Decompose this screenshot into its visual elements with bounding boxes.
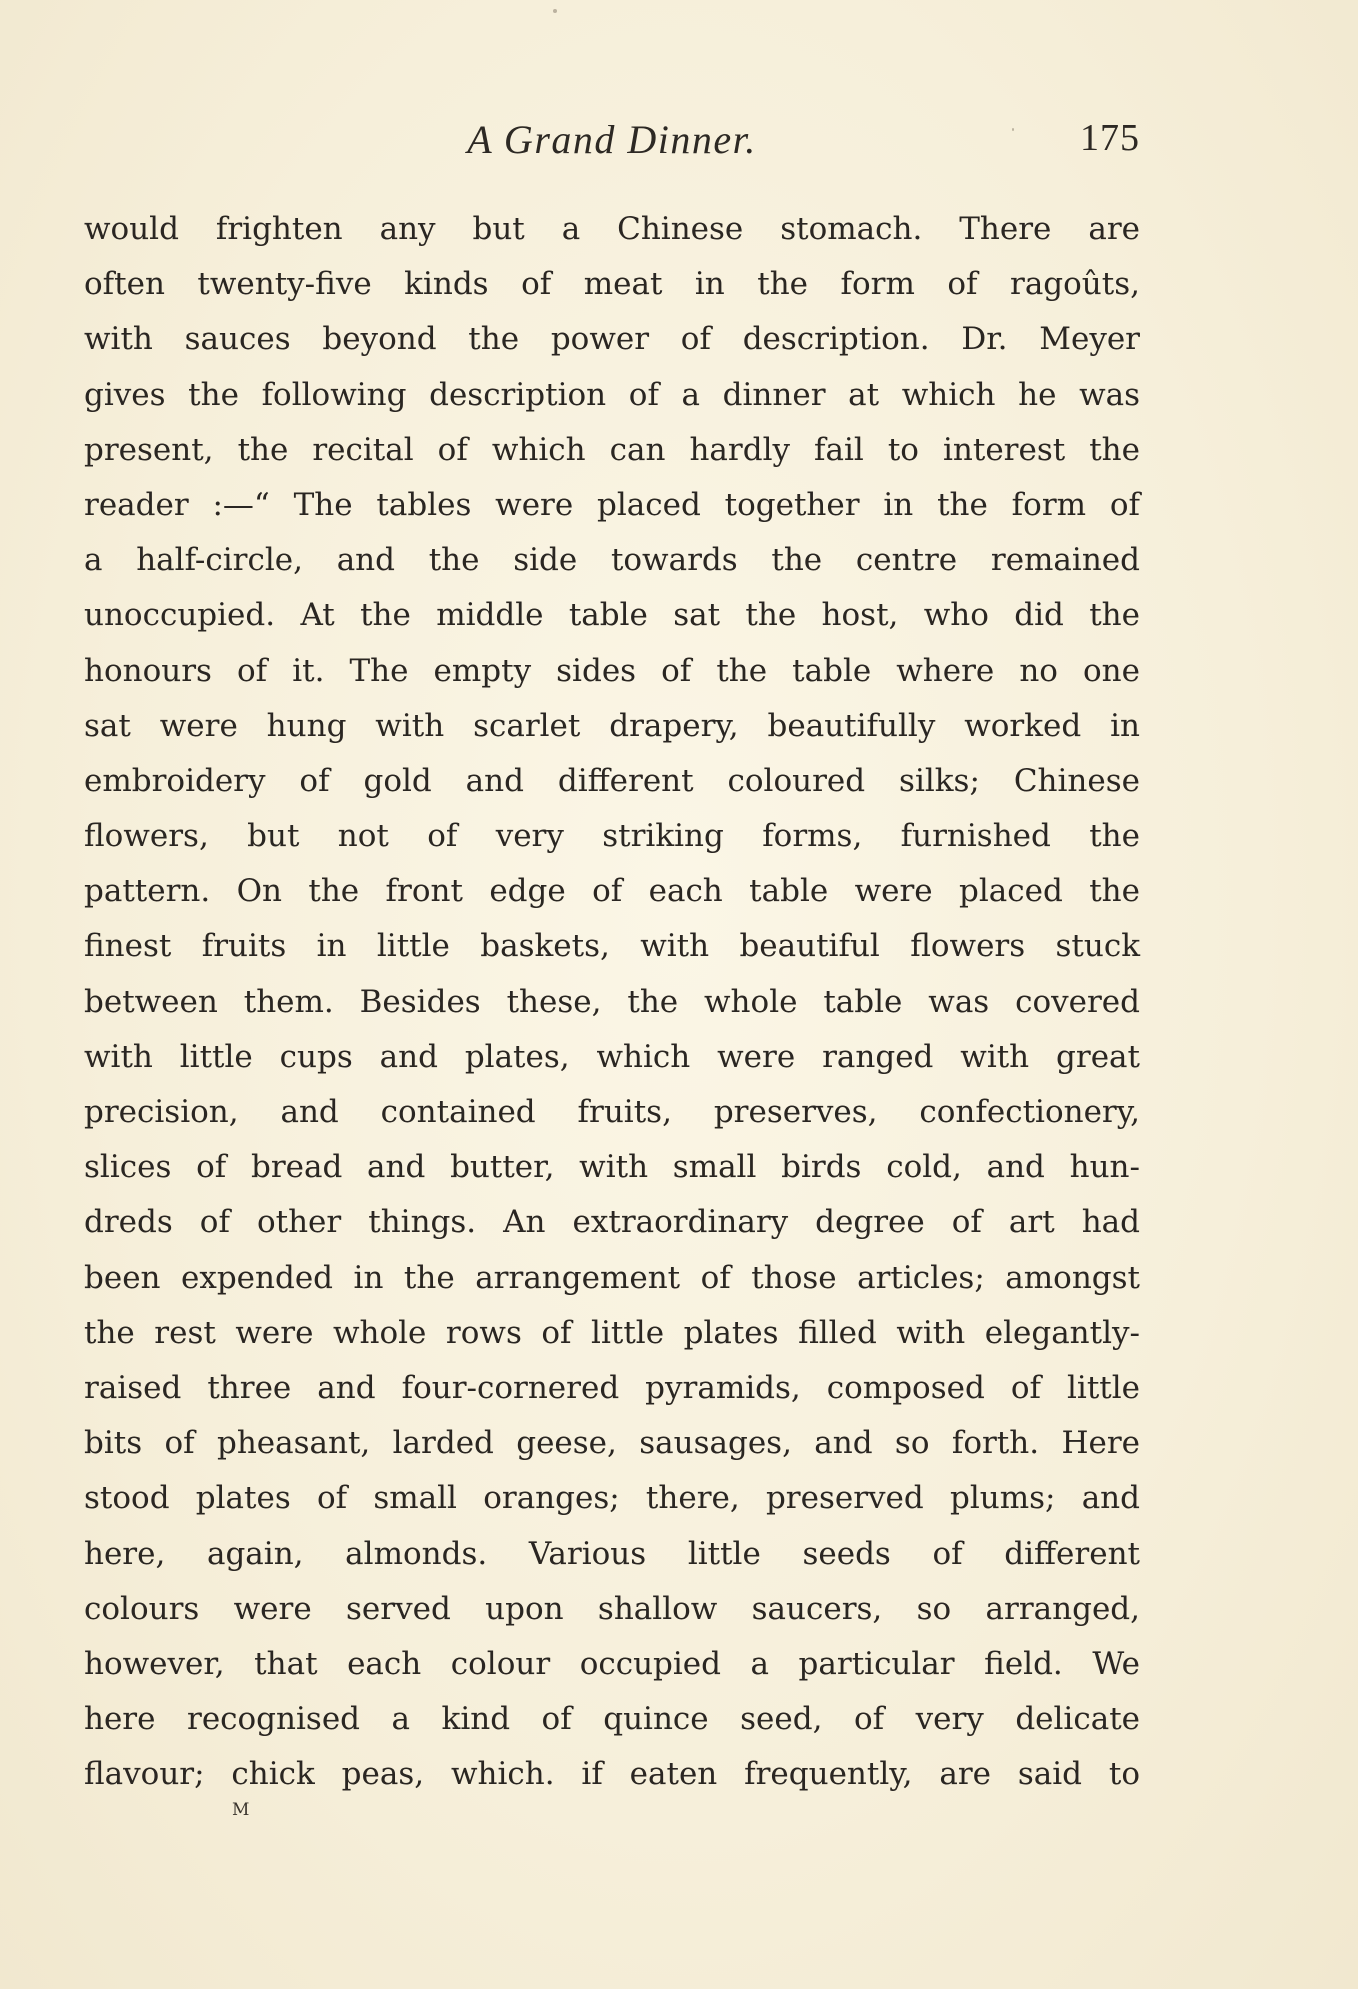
text-line: stood plates of small oranges; there, preserved plums; and <box>84 1480 1140 1517</box>
text-line: been expended in the arrangement of those articles; amongst <box>84 1259 1140 1296</box>
text-line: flowers, but not of very striking forms, furnished the <box>84 818 1140 855</box>
page-number: 175 <box>1080 117 1140 159</box>
text-line: finest fruits in little baskets, with beautiful flowers stuck <box>84 928 1140 965</box>
text-line: often twenty-five kinds of meat in the form of ragoûts, <box>84 266 1140 303</box>
text-line: between them. Besides these, the whole table was covered <box>84 983 1140 1020</box>
text-line: unoccupied. At the middle table sat the host, who did the <box>84 597 1140 634</box>
text-line: dreds of other things. An extraordinary degree of art had <box>84 1204 1140 1241</box>
text-line: here, again, almonds. Various little seeds of different <box>84 1535 1140 1572</box>
text-line: with sauces beyond the power of description. Dr. Meyer <box>84 321 1140 358</box>
running-title: A Grand Dinner. <box>467 117 757 162</box>
text-line: bits of pheasant, larded geese, sausages, and so forth. Here <box>84 1425 1140 1462</box>
body-text <box>84 202 1140 1802</box>
text-line: sat were hung with scarlet drapery, beautifully worked in <box>84 707 1140 744</box>
text-line: colours were served upon shallow saucers, so arranged, <box>84 1590 1140 1627</box>
signature-mark: M <box>232 1800 251 1820</box>
text-line: gives the following description of a dinner at which he was <box>84 376 1140 413</box>
text-line: a half-circle, and the side towards the centre remained <box>84 542 1140 579</box>
text-line: honours of it. The empty sides of the table where no one <box>84 652 1140 689</box>
text-line: reader :—“ The tables were placed together in the form of <box>84 486 1140 523</box>
text-line: here recognised a kind of quince seed, of very delicate <box>84 1701 1140 1738</box>
text-line: with little cups and plates, which were ranged with great <box>84 1038 1140 1075</box>
text-line: embroidery of gold and different coloured silks; Chinese <box>84 762 1140 799</box>
text-line: however, that each colour occupied a particular field. We <box>84 1645 1140 1682</box>
text-line: raised three and four-cornered pyramids, composed of little <box>84 1369 1140 1406</box>
text-line: would frighten any but a Chinese stomach. There are <box>84 211 1140 247</box>
paper-speck <box>553 9 557 13</box>
text-line: present, the recital of which can hardly fail to interest the <box>84 431 1140 468</box>
text-line: the rest were whole rows of little plates filled with elegantly- <box>84 1314 1140 1351</box>
text-line: precision, and contained fruits, preserves, confectionery, <box>84 1094 1140 1130</box>
text-line: pattern. On the front edge of each table were placed the <box>84 873 1140 910</box>
text-line: flavour; chick peas, which. if eaten frequently, are said to <box>84 1756 1140 1793</box>
running-head <box>84 116 1140 172</box>
text-line: slices of bread and butter, with small birds cold, and hun- <box>84 1149 1140 1186</box>
